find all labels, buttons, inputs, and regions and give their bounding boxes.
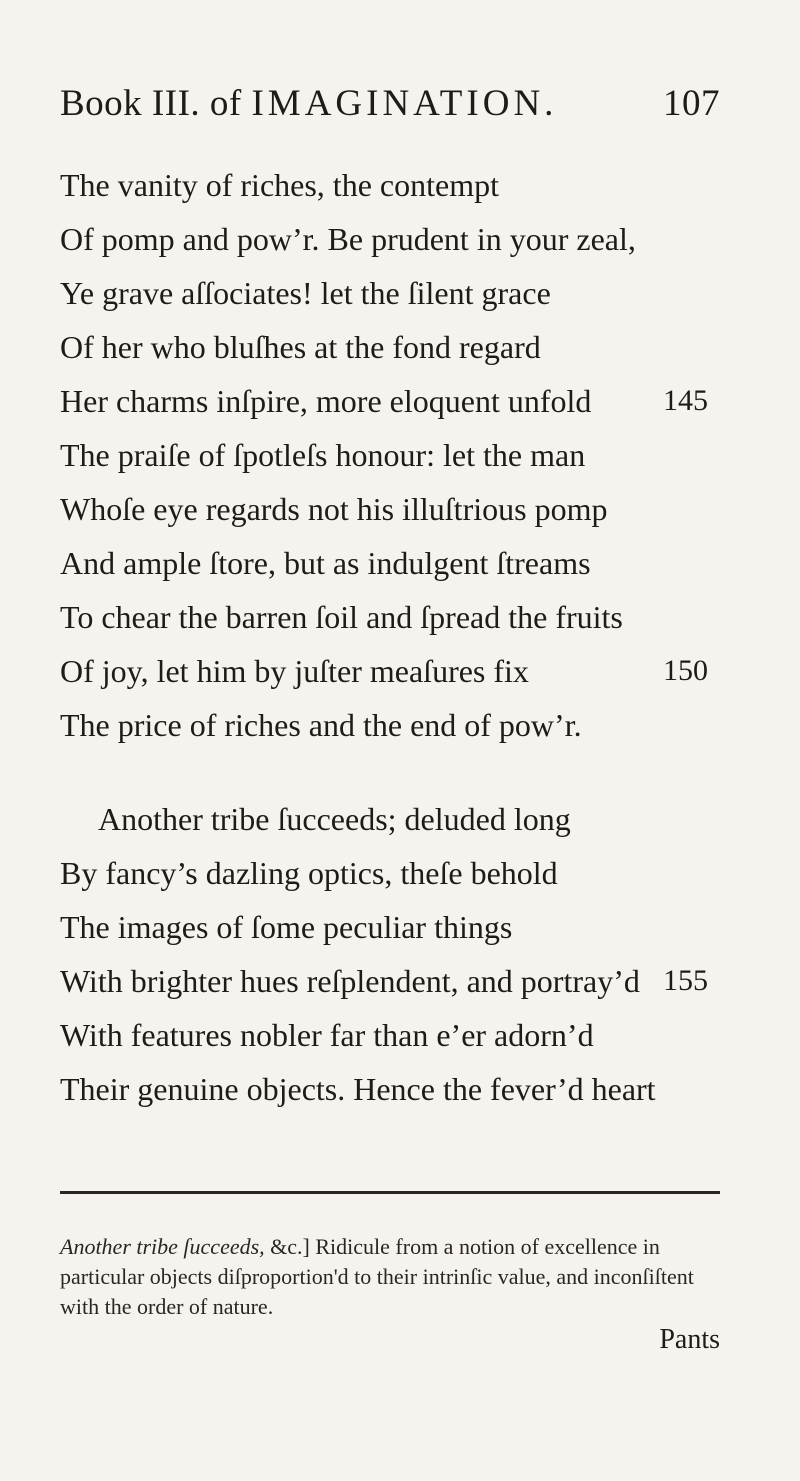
footnote-rule — [60, 1191, 720, 1194]
line-number: 145 — [663, 384, 708, 417]
verse-block — [60, 158, 720, 1116]
verse-line: With brighter hues reſplendent, and portray’d 155 — [60, 954, 720, 1008]
verse-line: The praiſe of ſpotleſs honour: let the man — [60, 437, 586, 473]
verse-line: The images of ſome peculiar things — [60, 909, 513, 945]
verse-line: By fancy’s dazling optics, theſe behold — [60, 855, 558, 891]
section-title: IMAGINATION. — [251, 83, 558, 124]
footnote-body: Ridicule from a notion of excellence in particular objects diſproportion'd to their intrinſic value, and inconſiſtent with the order of nature. — [60, 1234, 694, 1319]
verse-line: Ye grave aſſociates! let the ſilent grace — [60, 275, 551, 311]
verse-line: Of her who bluſhes at the fond regard — [60, 329, 541, 365]
verse-line: Her charms inſpire, more eloquent unfold 145 — [60, 374, 720, 428]
of-word: of — [209, 83, 242, 124]
verse-line: Another tribe ſucceeds; deluded long — [98, 801, 571, 837]
verse-line: The price of riches and the end of pow’r. — [60, 707, 582, 743]
verse-line: Of pomp and pow’r. Be prudent in your zeal, — [60, 221, 636, 257]
stanza-1 — [60, 158, 720, 752]
verse-line: To chear the barren ſoil and ſpread the fruits — [60, 599, 623, 635]
footnote — [60, 1232, 720, 1322]
verse-line: The vanity of riches, the contempt — [60, 167, 499, 203]
line-number: 150 — [663, 654, 708, 687]
verse-line: And ample ſtore, but as indulgent ſtreams — [60, 545, 591, 581]
verse-line: With features nobler far than e’er adorn’d — [60, 1017, 594, 1053]
line-number: 155 — [663, 964, 708, 997]
catchword: Pants — [659, 1324, 720, 1355]
stanza-2 — [60, 792, 720, 1116]
running-head-title — [60, 82, 557, 125]
verse-line: Their genuine objects. Hence the fever’d heart — [60, 1071, 656, 1107]
book-label: Book III. — [60, 83, 201, 124]
page-number: 107 — [663, 83, 720, 124]
verse-line: Whoſe eye regards not his illuſtrious pomp — [60, 491, 608, 527]
footnote-ref: &c.] — [270, 1234, 310, 1259]
running-head — [60, 82, 720, 132]
stanza-gap — [60, 752, 720, 792]
verse-line: Of joy, let him by juſter meaſures fix 150 — [60, 644, 720, 698]
footnote-lemma: Another tribe ſucceeds, — [60, 1234, 265, 1259]
